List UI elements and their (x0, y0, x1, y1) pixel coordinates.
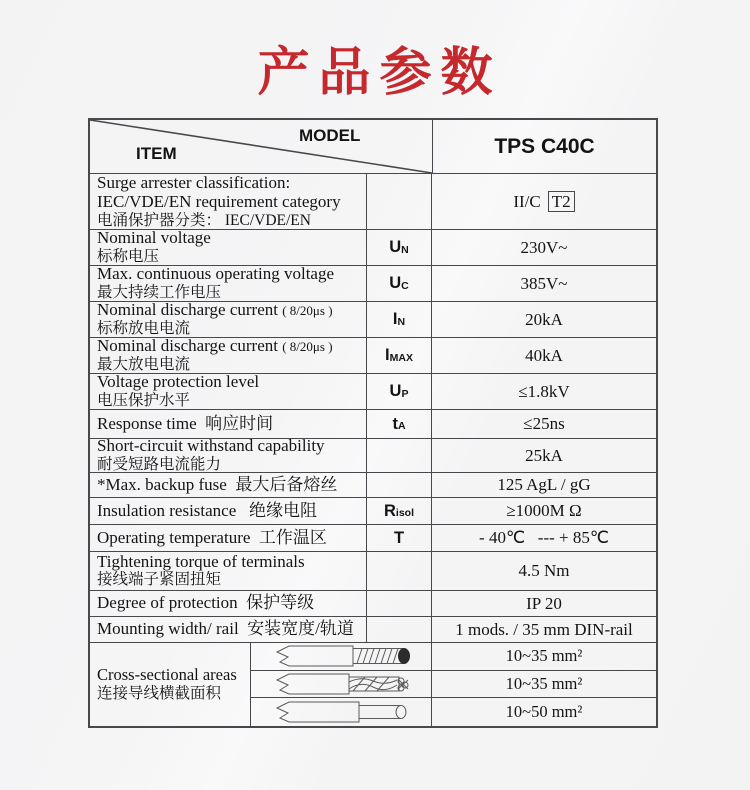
symbol-base: t (392, 414, 398, 433)
row-label (90, 473, 366, 497)
icon-cell (251, 698, 432, 726)
label-zh: 标称电压 (97, 247, 160, 265)
row-label (90, 591, 366, 616)
row-value: ≤25ns (523, 414, 565, 433)
spec-table (88, 118, 658, 728)
row-label (90, 338, 366, 373)
symbol-uc (366, 266, 432, 301)
symbol-sub: N (401, 243, 409, 256)
row-label (90, 374, 366, 409)
symbol-base: I (385, 346, 390, 364)
label-zh: 最大放电电流 (97, 355, 191, 373)
label-en: Response time 响应时间 (97, 413, 274, 433)
row-value: 40kA (525, 345, 563, 365)
row-value: 125 AgL / gG (497, 475, 591, 494)
label-en-line2: IEC/VDE/EN requirement category (97, 192, 341, 212)
row-label (90, 230, 366, 265)
cross-section-row-3 (251, 698, 656, 726)
row-value: 230V~ (520, 237, 568, 257)
row-label (90, 552, 366, 590)
table-row-max-operating-voltage (90, 266, 656, 302)
header-diagonal-cell (90, 120, 432, 173)
label-zh: 电涌保护器分类： IEC/VDE/EN (97, 211, 311, 229)
symbol-cell-empty (366, 617, 432, 642)
symbol-sub: N (397, 315, 406, 328)
symbol-cell-empty (366, 591, 432, 616)
symbol-base: T (393, 528, 405, 547)
table-row-nominal-voltage (90, 230, 656, 266)
symbol-base: U (389, 238, 402, 256)
symbol-cell-empty (366, 439, 432, 472)
label-zh: 电压保护水平 (97, 391, 191, 409)
table-row-response-time (90, 410, 656, 439)
row-value (432, 174, 656, 229)
stranded-wire-icon (261, 672, 421, 696)
header-model-label: MODEL (299, 126, 361, 145)
label-en: Tightening torque of terminals (97, 551, 305, 571)
table-row-tightening-torque (90, 552, 656, 591)
table-row-max-backup-fuse (90, 473, 656, 498)
table-row-voltage-protection-level (90, 374, 656, 410)
symbol-cell-empty (366, 552, 432, 590)
label-en: Operating temperature 工作温区 (97, 527, 327, 547)
row-label (90, 498, 366, 524)
row-value: 385V~ (520, 273, 568, 293)
symbol-base: U (389, 274, 402, 292)
value-boxed-t2: T2 (548, 191, 575, 213)
row-value: IP 20 (526, 593, 562, 613)
label-zh: 连接导线横截面积 (97, 684, 222, 702)
cross-section-row-1 (251, 643, 656, 671)
symbol-sub: C (401, 279, 409, 292)
row-label (90, 436, 366, 473)
icon-cell (251, 671, 432, 698)
label-en: Insulation resistance 绝缘电阻 (97, 500, 318, 520)
row-value: 4.5 Nm (518, 561, 570, 580)
page-title: 产品参数 (257, 44, 502, 102)
table-row-mounting-width-rail (90, 617, 656, 643)
symbol-sub: isol (395, 507, 414, 519)
header-model-value: TPS C40C (432, 120, 656, 173)
cross-section-row-2 (251, 671, 656, 699)
symbol-base: I (392, 310, 398, 328)
symbol-base: R (383, 501, 396, 520)
label-en: Short-circuit withstand capability (97, 436, 325, 456)
symbol-sub: P (401, 387, 409, 400)
label-zh: 最大持续工作电压 (97, 283, 222, 301)
label-en-main: Nominal discharge current (97, 336, 278, 356)
ferrule-wire-icon (261, 700, 421, 724)
label-en (97, 300, 362, 319)
symbol-imax (366, 338, 432, 373)
row-value: - 40℃ --- + 85℃ (479, 528, 609, 547)
row-label (90, 525, 366, 551)
label-zh: 耐受短路电流能力 (97, 455, 222, 473)
label-en: Degree of protection 保护等级 (97, 593, 315, 613)
table-row-nominal-discharge-current (90, 302, 656, 338)
symbol-base: U (389, 382, 402, 400)
cross-section-value: 10~50 mm² (505, 701, 583, 721)
cross-section-value: 10~35 mm² (505, 646, 583, 666)
table-section-cross-sectional-areas (90, 643, 656, 726)
table-row-operating-temperature (90, 525, 656, 552)
label-en: Max. continuous operating voltage (97, 264, 335, 284)
symbol-cell-empty (366, 473, 432, 497)
symbol-up (366, 374, 432, 409)
label-en: Mounting width/ rail 安装宽度/轨道 (97, 619, 354, 639)
icon-cell (251, 643, 432, 670)
label-en-main: Nominal discharge current (97, 300, 278, 320)
label-en (97, 336, 362, 355)
row-value: 1 mods. / 35 mm DIN-rail (455, 619, 633, 639)
symbol-ta (366, 410, 432, 438)
row-value: 20kA (525, 309, 563, 329)
value-text: II/C (513, 191, 541, 211)
row-label (90, 266, 366, 301)
label-en-line1: Surge arrester classification: (97, 172, 291, 192)
row-value: ≤1.8kV (518, 381, 570, 401)
table-row-degree-of-protection (90, 591, 656, 617)
symbol-sub: MAX (389, 351, 413, 364)
cross-section-value: 10~35 mm² (505, 673, 583, 693)
symbol-t (366, 525, 432, 551)
symbol-risol (366, 498, 432, 524)
label-en-small: ( 8/20μs ) (282, 303, 333, 319)
label-en: *Max. backup fuse 最大后备熔丝 (97, 474, 338, 494)
cross-section-label (90, 643, 251, 726)
row-value: 25kA (525, 445, 563, 465)
symbol-un (366, 230, 432, 265)
row-label (90, 302, 366, 337)
label-en: Cross-sectional areas (97, 665, 237, 685)
row-label (90, 617, 366, 642)
label-en: Nominal voltage (97, 228, 211, 248)
cross-section-rows (251, 643, 656, 726)
label-zh: 接线端子紧固扭矩 (97, 571, 222, 589)
row-label (90, 410, 366, 438)
table-header-row (90, 120, 656, 174)
row-label (90, 174, 366, 229)
symbol-sub: A (397, 420, 406, 432)
label-en: Voltage protection level (97, 372, 260, 392)
row-value: ≥1000M Ω (506, 501, 582, 520)
table-row-short-circuit-withstand (90, 436, 656, 473)
label-en-small: ( 8/20μs ) (282, 339, 333, 355)
table-row-classification (90, 174, 656, 230)
label-zh: 标称放电电流 (97, 319, 191, 337)
table-row-max-discharge-current (90, 338, 656, 374)
header-item-label: ITEM (136, 144, 177, 163)
table-row-insulation-resistance (90, 498, 656, 525)
symbol-in (366, 302, 432, 337)
fine-stranded-wire-icon (261, 644, 421, 668)
symbol-cell-empty (366, 174, 432, 229)
